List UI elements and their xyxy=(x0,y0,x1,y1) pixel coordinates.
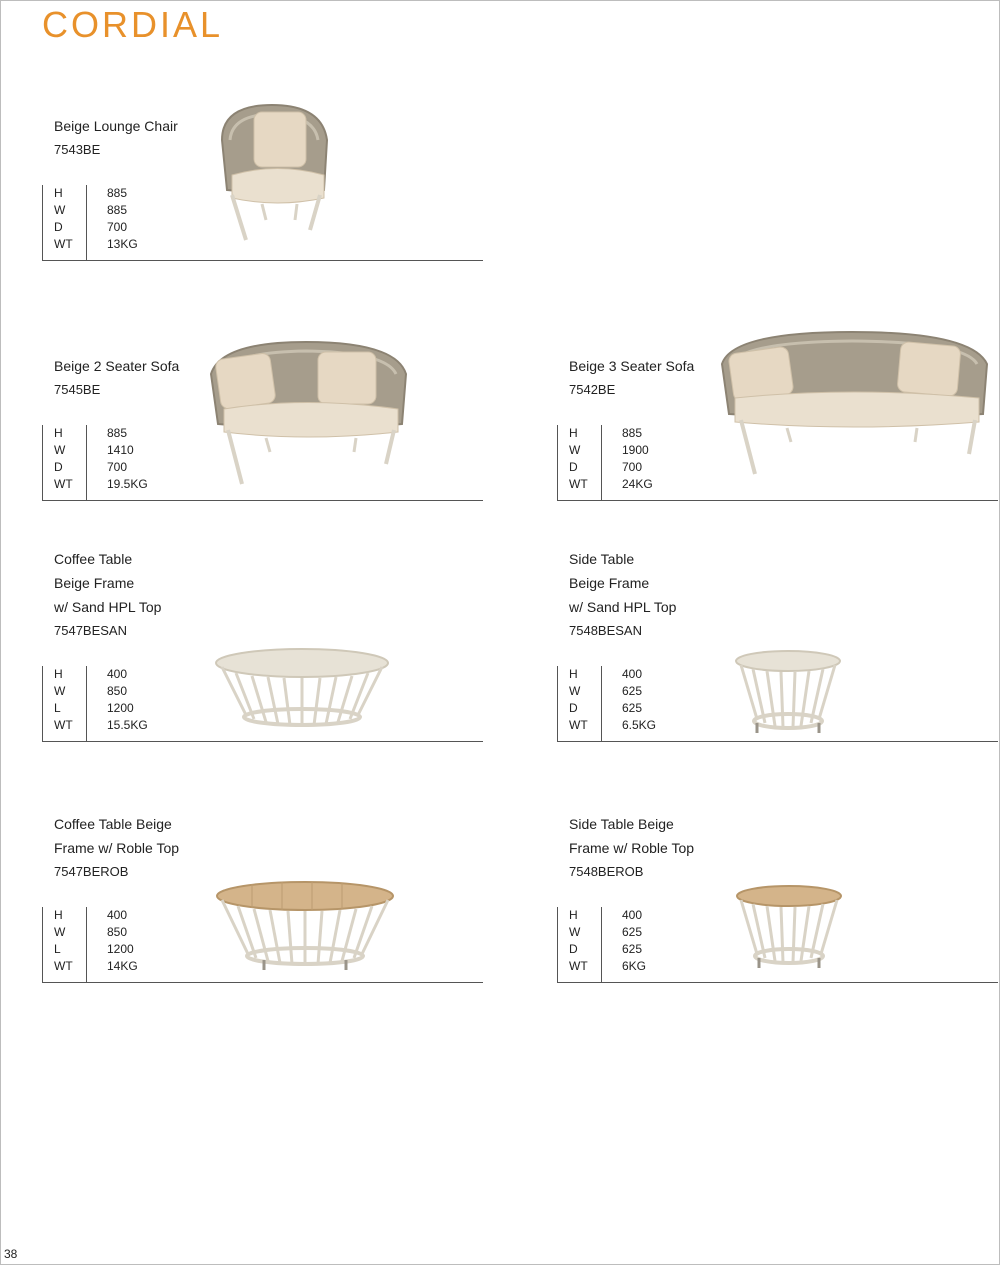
spec-row: H 885 xyxy=(569,426,643,440)
product-code: 7543BE xyxy=(54,142,101,157)
spec-row: H 400 xyxy=(54,908,128,922)
product-code: 7548BESAN xyxy=(569,623,642,638)
product-name-line: Side Table Beige xyxy=(569,816,674,832)
three-seater-sofa-image xyxy=(717,314,992,494)
side-table-sand-image xyxy=(733,647,843,739)
product-name: Beige Lounge Chair xyxy=(54,118,178,134)
two-seater-sofa-image xyxy=(206,334,416,494)
product-name-line: Frame w/ Roble Top xyxy=(569,840,695,856)
product-name-line: w/ Sand HPL Top xyxy=(54,599,162,615)
product-code: 7548BEROB xyxy=(569,864,644,879)
spec-row: W 625 xyxy=(569,684,643,698)
product-lounge-chair xyxy=(42,114,483,262)
side-table-roble-image xyxy=(733,882,845,974)
spec-row: WT 19.5KG xyxy=(54,477,148,491)
spec-row: W 1900 xyxy=(569,443,649,457)
product-code: 7547BEROB xyxy=(54,864,129,879)
spec-row: WT 24KG xyxy=(569,477,653,491)
spec-row: H 400 xyxy=(569,908,643,922)
product-code: 7542BE xyxy=(569,382,616,397)
product-two-seater-sofa xyxy=(42,354,483,502)
product-code: 7547BESAN xyxy=(54,623,127,638)
lounge-chair-image xyxy=(202,100,352,250)
spec-row: L 1200 xyxy=(54,701,134,715)
product-coffee-table-roble xyxy=(42,812,483,984)
product-name-line: Beige Frame xyxy=(569,575,650,591)
spec-row: H 400 xyxy=(54,667,128,681)
product-name-line: Coffee Table Beige xyxy=(54,816,172,832)
collection-title: CORDIAL xyxy=(42,4,224,45)
spec-row: W 850 xyxy=(54,925,128,939)
spec-row: WT 6KG xyxy=(569,959,647,973)
spec-row: W 1410 xyxy=(54,443,134,457)
product-name-line: Side Table xyxy=(569,551,635,567)
spec-row: H 400 xyxy=(569,667,643,681)
spec-row: D 625 xyxy=(569,942,643,956)
product-name-line: Frame w/ Roble Top xyxy=(54,840,180,856)
coffee-table-roble-image xyxy=(212,878,398,974)
product-name-line: w/ Sand HPL Top xyxy=(569,599,677,615)
spec-row: WT 15.5KG xyxy=(54,718,148,732)
spec-row: H 885 xyxy=(54,186,128,200)
product-name-line: Beige Frame xyxy=(54,575,135,591)
spec-row: D 700 xyxy=(54,220,128,234)
product-code: 7545BE xyxy=(54,382,101,397)
spec-row: WT 13KG xyxy=(54,237,138,251)
spec-row: WT 6.5KG xyxy=(569,718,657,732)
product-name: Beige 2 Seater Sofa xyxy=(54,358,180,374)
product-side-table-sand xyxy=(557,547,998,743)
product-name-line: Coffee Table xyxy=(54,551,133,567)
coffee-table-sand-image xyxy=(212,643,392,733)
page-number: 38 xyxy=(4,1247,18,1261)
spec-row: L 1200 xyxy=(54,942,134,956)
spec-row: H 885 xyxy=(54,426,128,440)
spec-row: WT 14KG xyxy=(54,959,138,973)
spec-row: D 700 xyxy=(54,460,128,474)
product-name: Beige 3 Seater Sofa xyxy=(569,358,695,374)
spec-row: W 625 xyxy=(569,925,643,939)
spec-row: W 850 xyxy=(54,684,128,698)
product-three-seater-sofa xyxy=(557,354,998,502)
product-side-table-roble xyxy=(557,812,998,984)
product-coffee-table-sand xyxy=(42,547,483,743)
spec-row: D 700 xyxy=(569,460,643,474)
spec-row: D 625 xyxy=(569,701,643,715)
spec-row: W 885 xyxy=(54,203,128,217)
